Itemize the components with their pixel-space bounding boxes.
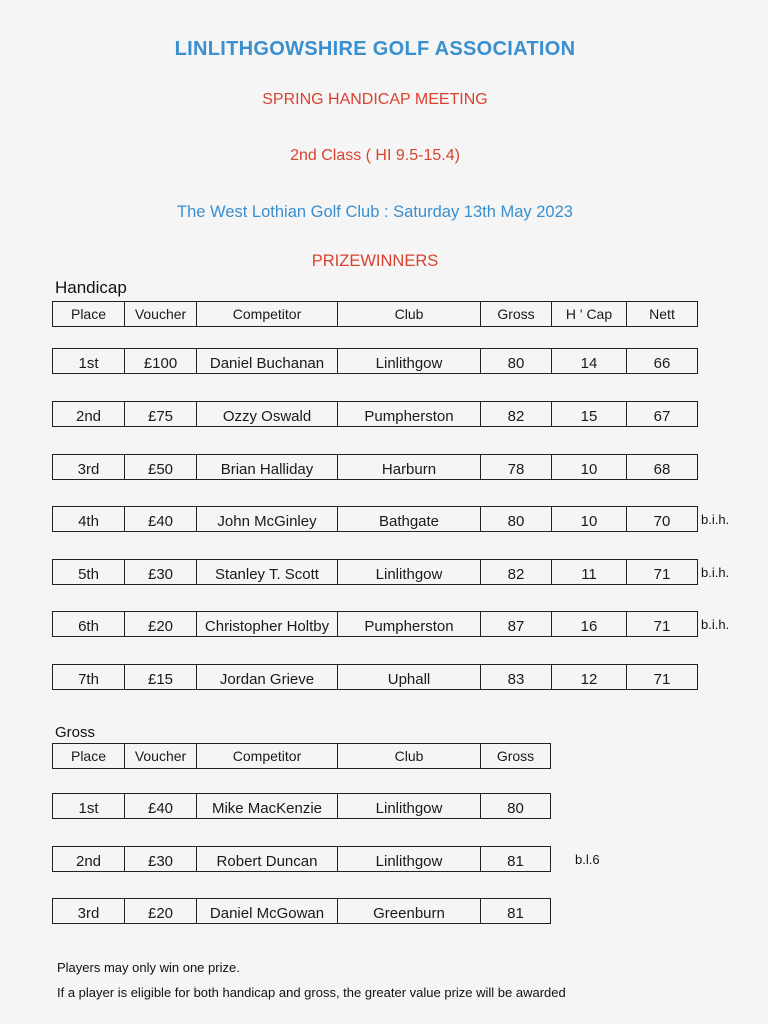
cell-competitor: Jordan Grieve — [196, 664, 337, 690]
cell-handicap: 15 — [551, 401, 626, 427]
cell-voucher: £40 — [124, 793, 196, 819]
table-row — [52, 664, 698, 690]
cell-nett: 71 — [626, 559, 698, 585]
cell-handicap: 14 — [551, 348, 626, 374]
footer-note-one-prize: Players may only win one prize. — [57, 960, 240, 975]
cell-handicap: 10 — [551, 506, 626, 532]
tie-note: b.i.h. — [701, 512, 730, 527]
header-club: Club — [337, 743, 480, 769]
table-header-row — [52, 301, 698, 327]
cell-place: 1st — [52, 348, 124, 374]
table-row — [52, 506, 698, 532]
header-place: Place — [52, 301, 124, 327]
cell-club: Bathgate — [337, 506, 480, 532]
cell-nett: 66 — [626, 348, 698, 374]
header-place: Place — [52, 743, 124, 769]
table-row — [52, 401, 698, 427]
tie-note: b.l.6 — [575, 852, 600, 867]
cell-club: Linlithgow — [337, 348, 480, 374]
cell-nett: 71 — [626, 611, 698, 637]
cell-place: 7th — [52, 664, 124, 690]
header-competitor: Competitor — [196, 743, 337, 769]
header-gross: Gross — [480, 301, 551, 327]
cell-place: 2nd — [52, 401, 124, 427]
cell-place: 2nd — [52, 846, 124, 872]
cell-club: Pumpherston — [337, 401, 480, 427]
cell-gross: 82 — [480, 401, 551, 427]
footer-note-greater-value: If a player is eligible for both handicap and gross, the greater value prize will be awarded — [57, 985, 566, 1000]
table-row — [52, 348, 698, 374]
cell-club: Linlithgow — [337, 846, 480, 872]
cell-club: Linlithgow — [337, 559, 480, 585]
cell-club: Uphall — [337, 664, 480, 690]
cell-voucher: £20 — [124, 898, 196, 924]
cell-club: Linlithgow — [337, 793, 480, 819]
cell-club: Pumpherston — [337, 611, 480, 637]
cell-competitor: John McGinley — [196, 506, 337, 532]
cell-gross: 81 — [480, 846, 551, 872]
cell-nett: 70 — [626, 506, 698, 532]
cell-handicap: 12 — [551, 664, 626, 690]
cell-club: Harburn — [337, 454, 480, 480]
header-gross: Gross — [480, 743, 551, 769]
meeting-title: SPRING HANDICAP MEETING — [262, 91, 488, 108]
cell-voucher: £30 — [124, 846, 196, 872]
table-row — [52, 454, 698, 480]
class-subtitle: 2nd Class ( HI 9.5-15.4) — [290, 147, 460, 164]
cell-nett: 68 — [626, 454, 698, 480]
cell-competitor: Mike MacKenzie — [196, 793, 337, 819]
header-club: Club — [337, 301, 480, 327]
cell-voucher: £100 — [124, 348, 196, 374]
cell-gross: 82 — [480, 559, 551, 585]
cell-competitor: Christopher Holtby — [196, 611, 337, 637]
cell-handicap: 11 — [551, 559, 626, 585]
cell-place: 3rd — [52, 898, 124, 924]
table-row — [52, 559, 698, 585]
cell-gross: 87 — [480, 611, 551, 637]
cell-gross: 78 — [480, 454, 551, 480]
prizewinners-heading: PRIZEWINNERS — [311, 252, 439, 270]
cell-place: 1st — [52, 793, 124, 819]
table-header-row — [52, 743, 551, 769]
cell-voucher: £50 — [124, 454, 196, 480]
cell-competitor: Daniel Buchanan — [196, 348, 337, 374]
header-voucher: Voucher — [124, 301, 196, 327]
venue-date: The West Lothian Golf Club : Saturday 13th May 2023 — [177, 203, 573, 221]
cell-competitor: Daniel McGowan — [196, 898, 337, 924]
tie-note: b.i.h. — [701, 617, 730, 632]
cell-nett: 71 — [626, 664, 698, 690]
header-handicap: H ' Cap — [551, 301, 626, 327]
header-voucher: Voucher — [124, 743, 196, 769]
gross-section-label: Gross — [55, 724, 96, 741]
cell-voucher: £20 — [124, 611, 196, 637]
table-row — [52, 846, 551, 872]
tie-note: b.i.h. — [701, 565, 730, 580]
cell-voucher: £40 — [124, 506, 196, 532]
handicap-section-label: Handicap — [55, 278, 127, 297]
table-row — [52, 793, 551, 819]
cell-place: 6th — [52, 611, 124, 637]
cell-gross: 80 — [480, 348, 551, 374]
association-title: LINLITHGOWSHIRE GOLF ASSOCIATION — [174, 38, 576, 60]
cell-voucher: £75 — [124, 401, 196, 427]
cell-club: Greenburn — [337, 898, 480, 924]
cell-gross: 81 — [480, 898, 551, 924]
cell-place: 3rd — [52, 454, 124, 480]
cell-nett: 67 — [626, 401, 698, 427]
cell-gross: 80 — [480, 506, 551, 532]
table-row — [52, 898, 551, 924]
cell-gross: 80 — [480, 793, 551, 819]
cell-voucher: £15 — [124, 664, 196, 690]
cell-competitor: Brian Halliday — [196, 454, 337, 480]
cell-handicap: 16 — [551, 611, 626, 637]
cell-gross: 83 — [480, 664, 551, 690]
cell-place: 5th — [52, 559, 124, 585]
header-nett: Nett — [626, 301, 698, 327]
cell-competitor: Robert Duncan — [196, 846, 337, 872]
cell-handicap: 10 — [551, 454, 626, 480]
cell-voucher: £30 — [124, 559, 196, 585]
header-competitor: Competitor — [196, 301, 337, 327]
cell-competitor: Ozzy Oswald — [196, 401, 337, 427]
cell-competitor: Stanley T. Scott — [196, 559, 337, 585]
cell-place: 4th — [52, 506, 124, 532]
table-row — [52, 611, 698, 637]
